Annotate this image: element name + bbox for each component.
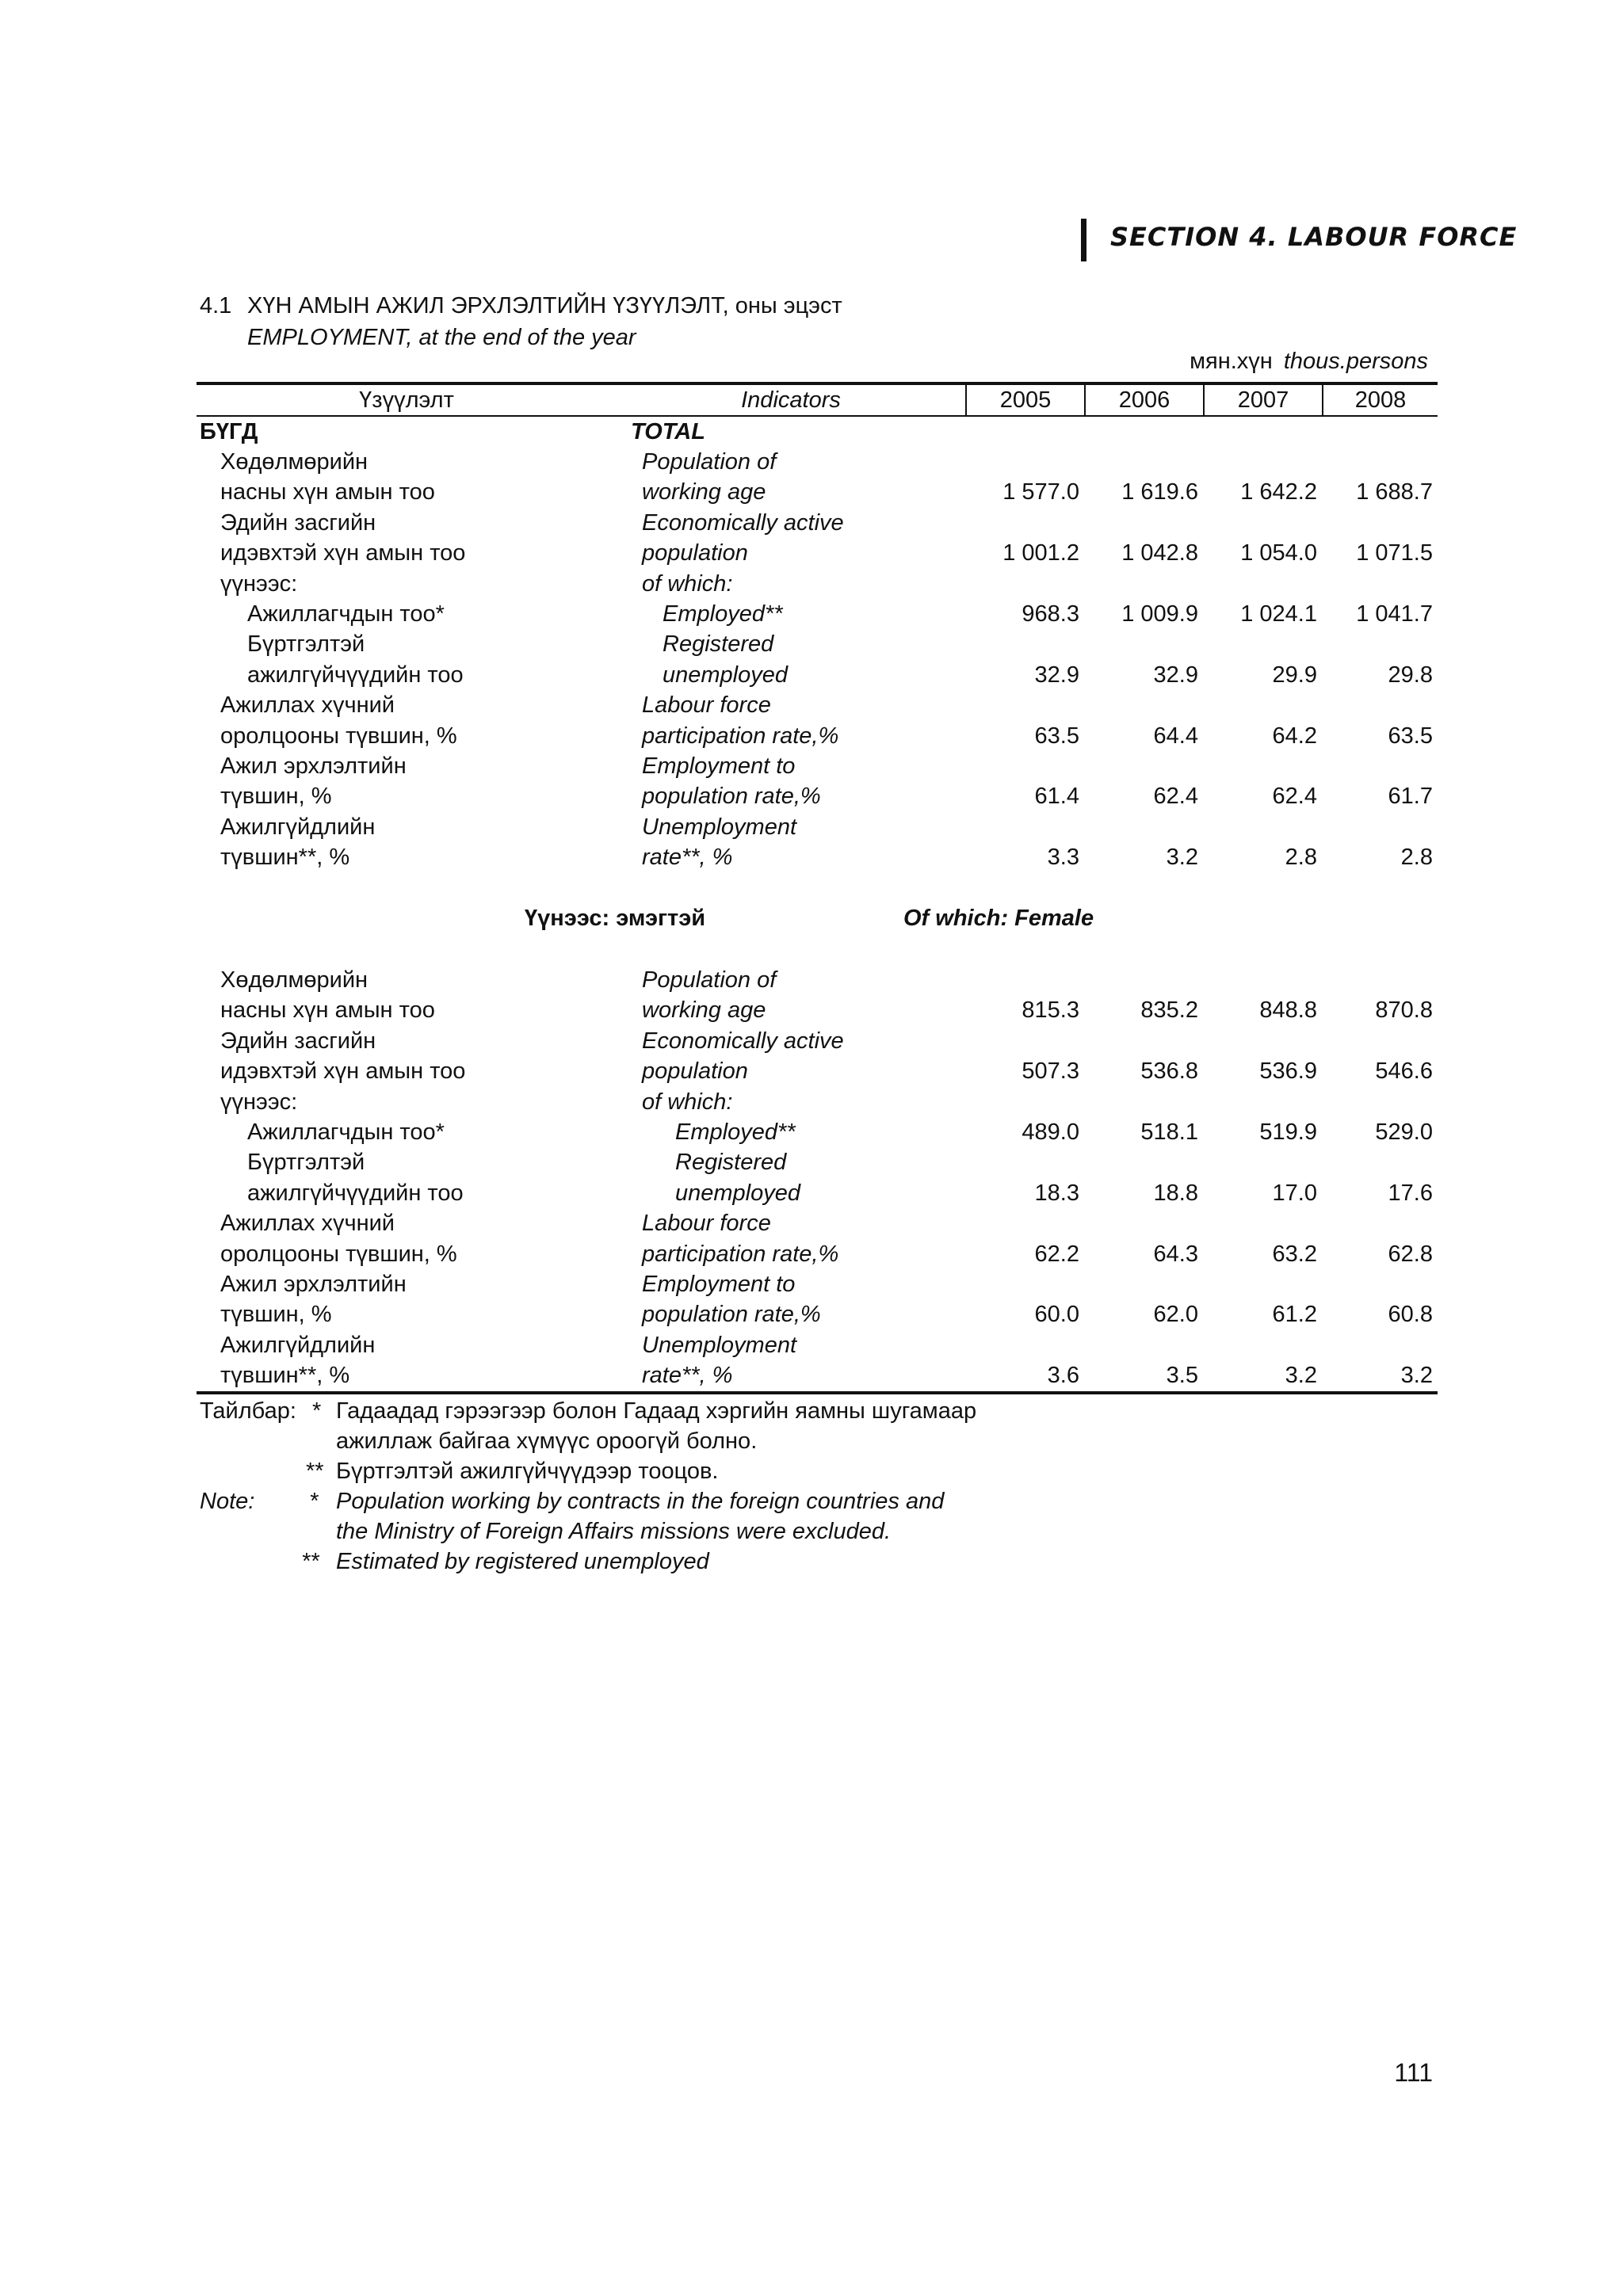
value-cell: 60.0 <box>1034 1302 1079 1328</box>
value-cell: 3.5 <box>1166 1363 1198 1389</box>
header-indicator-en: Indicators <box>741 387 841 413</box>
indicator-mn: Ажиллах хүчний <box>220 1211 395 1237</box>
value-cell: 1 024.1 <box>1240 601 1317 627</box>
indicator-mn: үүнээс: <box>220 570 298 597</box>
indicator-mn: Бүртгэлтэй <box>247 1150 365 1176</box>
indicator-en: Employment to <box>642 1272 796 1297</box>
value-cell: 3.2 <box>1166 845 1198 871</box>
value-cell: 1 041.7 <box>1356 601 1433 627</box>
indicator-en: rate**, % <box>642 845 733 871</box>
indicator-mn: оролцооны түвшин, % <box>220 723 457 749</box>
value-cell: 3.6 <box>1047 1363 1079 1389</box>
value-cell: 507.3 <box>1022 1058 1079 1085</box>
value-cell: 1 009.9 <box>1121 601 1198 627</box>
indicator-en: participation rate,% <box>642 1241 839 1267</box>
indicator-en: working age <box>642 997 766 1024</box>
indicator-mn: түвшин**, % <box>220 1363 350 1389</box>
indicator-en: of which: <box>642 570 733 597</box>
value-cell: 18.3 <box>1034 1180 1079 1206</box>
value-cell: 62.2 <box>1034 1241 1079 1267</box>
header-year-2008: 2008 <box>1354 387 1407 413</box>
value-cell: 519.9 <box>1259 1119 1317 1145</box>
indicator-mn: ажилгүйчүүдийн тоо <box>247 1180 464 1206</box>
value-cell: 1 577.0 <box>1002 479 1079 505</box>
value-cell: 815.3 <box>1022 997 1079 1024</box>
value-cell: 835.2 <box>1140 997 1198 1024</box>
indicator-mn: идэвхтэй хүн амын тоо <box>220 1058 466 1085</box>
indicator-en: of which: <box>642 1089 733 1115</box>
value-cell: 518.1 <box>1140 1119 1198 1145</box>
value-cell: 32.9 <box>1034 662 1079 688</box>
indicator-en: Unemployment <box>642 1332 797 1358</box>
indicator-en: Population of <box>642 967 777 993</box>
value-cell: 32.9 <box>1153 662 1198 688</box>
units-label <box>1190 349 1428 375</box>
value-cell: 1 042.8 <box>1121 540 1198 566</box>
indicator-en: Labour force <box>642 1211 771 1237</box>
value-cell: 63.5 <box>1388 723 1433 749</box>
indicator-en: rate**, % <box>642 1363 733 1389</box>
indicator-en: Employment to <box>642 753 796 779</box>
value-cell: 29.9 <box>1272 662 1317 688</box>
header-year-2005: 2005 <box>999 387 1052 413</box>
header-indicator-mn: Үзүүлэлт <box>359 387 454 413</box>
indicator-mn: Ажилгүйдлийн <box>220 1332 376 1358</box>
value-cell: 64.2 <box>1272 723 1317 749</box>
note-en-star: ** <box>301 1549 319 1574</box>
value-cell: 2.8 <box>1400 845 1433 871</box>
indicator-mn: түвшин, % <box>220 784 332 810</box>
indicator-mn: Хөдөлмөрийн <box>220 449 369 475</box>
female-label-mn: Үүнээс: эмэгтэй <box>525 906 706 931</box>
indicator-en: population <box>642 1058 748 1085</box>
value-cell: 968.3 <box>1022 601 1079 627</box>
value-cell: 489.0 <box>1022 1119 1079 1145</box>
value-cell: 61.2 <box>1272 1302 1317 1328</box>
total-label-mn: БҮГД <box>200 419 258 444</box>
indicator-mn: оролцооны түвшин, % <box>220 1241 457 1267</box>
indicator-mn: Ажиллах хүчний <box>220 692 395 719</box>
value-cell: 18.8 <box>1153 1180 1198 1206</box>
total-label-en: TOTAL <box>631 419 705 444</box>
indicator-en: population rate,% <box>642 1302 821 1328</box>
indicator-mn: Эдийн засгийн <box>220 509 376 536</box>
value-cell: 62.4 <box>1153 784 1198 810</box>
indicator-mn: Ажил эрхлэлтийн <box>220 753 407 779</box>
value-cell: 17.0 <box>1272 1180 1317 1206</box>
value-cell: 3.2 <box>1400 1363 1433 1389</box>
value-cell: 29.8 <box>1388 662 1433 688</box>
value-cell: 3.2 <box>1285 1363 1317 1389</box>
value-cell: 848.8 <box>1259 997 1317 1024</box>
note-mn-line: Бүртгэлтэй ажилгүйчүүдээр тооцов. <box>336 1459 719 1484</box>
units-en: thous.persons <box>1283 349 1428 374</box>
indicator-mn: насны хүн амын тоо <box>220 479 435 505</box>
indicator-en: population rate,% <box>642 784 821 810</box>
value-cell: 1 054.0 <box>1240 540 1317 566</box>
value-cell: 1 071.5 <box>1356 540 1433 566</box>
indicator-mn: Ажилгүйдлийн <box>220 814 376 840</box>
indicator-en: Employed** <box>675 1119 796 1145</box>
value-cell: 1 688.7 <box>1356 479 1433 505</box>
value-cell: 61.4 <box>1034 784 1079 810</box>
indicator-en: population <box>642 540 748 566</box>
note-en-star: * <box>309 1489 319 1514</box>
value-cell: 60.8 <box>1388 1302 1433 1328</box>
indicator-en: Population of <box>642 449 777 475</box>
indicator-en: Economically active <box>642 509 844 536</box>
header-bottom-rule <box>197 415 1438 417</box>
header-year-2006: 2006 <box>1118 387 1170 413</box>
indicator-mn: Ажил эрхлэлтийн <box>220 1272 407 1297</box>
value-cell: 64.4 <box>1153 723 1198 749</box>
value-cell: 61.7 <box>1388 784 1433 810</box>
indicator-en: Employed** <box>663 601 783 627</box>
section-title: SECTION 4. LABOUR FORCE <box>1110 222 1518 252</box>
indicator-mn: түвшин**, % <box>220 845 350 871</box>
header-year-2007: 2007 <box>1237 387 1289 413</box>
table-title-mn: ХҮН АМЫН АЖИЛ ЭРХЛЭЛТИЙН ҮЗҮҮЛЭЛТ, оны эцэст <box>247 293 842 318</box>
value-cell: 63.2 <box>1272 1241 1317 1267</box>
value-cell: 536.8 <box>1140 1058 1198 1085</box>
indicator-en: working age <box>642 479 766 505</box>
note-en-line: Estimated by registered unemployed <box>336 1549 709 1574</box>
page-number: 111 <box>1394 2058 1433 2087</box>
indicator-en: Registered <box>675 1150 787 1176</box>
value-cell: 1 619.6 <box>1121 479 1198 505</box>
female-label-en: Of which: Female <box>903 906 1094 931</box>
note-mn-star: ** <box>306 1459 324 1484</box>
indicator-en: Economically active <box>642 1028 844 1054</box>
value-cell: 64.3 <box>1153 1241 1198 1267</box>
value-cell: 546.6 <box>1375 1058 1433 1085</box>
indicator-mn: насны хүн амын тоо <box>220 997 435 1024</box>
units-mn: мян.хүн <box>1190 349 1273 374</box>
value-cell: 529.0 <box>1375 1119 1433 1145</box>
value-cell: 1 642.2 <box>1240 479 1317 505</box>
indicator-mn: Хөдөлмөрийн <box>220 967 369 993</box>
indicator-mn: Ажиллагчдын тоо* <box>247 601 445 627</box>
table-bottom-rule <box>197 1391 1438 1394</box>
indicator-en: unemployed <box>675 1180 800 1206</box>
value-cell: 870.8 <box>1375 997 1433 1024</box>
value-cell: 62.4 <box>1272 784 1317 810</box>
value-cell: 63.5 <box>1034 723 1079 749</box>
table-title <box>200 290 842 350</box>
indicator-mn: Ажиллагчдын тоо* <box>247 1119 445 1145</box>
note-mn-star: * <box>312 1398 322 1424</box>
note-mn-line: Гадаадад гэрээгээр болон Гадаад хэргийн яамны шугамаар <box>336 1398 977 1424</box>
indicator-mn: Эдийн засгийн <box>220 1028 376 1054</box>
note-en-line: the Ministry of Foreign Affairs missions were excluded. <box>336 1519 892 1544</box>
note-mn-line: ажиллаж байгаа хүмүүс ороогүй болно. <box>336 1428 758 1454</box>
value-cell: 2.8 <box>1285 845 1317 871</box>
indicator-en: participation rate,% <box>642 723 839 749</box>
value-cell: 3.3 <box>1047 845 1079 871</box>
indicator-en: Labour force <box>642 692 771 719</box>
indicator-en: unemployed <box>663 662 788 688</box>
value-cell: 62.0 <box>1153 1302 1198 1328</box>
indicator-mn: ажилгүйчүүдийн тоо <box>247 662 464 688</box>
value-cell: 1 001.2 <box>1002 540 1079 566</box>
section-bar <box>1081 219 1086 261</box>
note-en-label: Note: <box>200 1489 255 1514</box>
note-mn-label: Тайлбар: <box>200 1398 296 1424</box>
indicator-en: Unemployment <box>642 814 797 840</box>
note-en-line: Population working by contracts in the foreign countries and <box>336 1489 945 1514</box>
indicator-mn: үүнээс: <box>220 1089 298 1115</box>
value-cell: 536.9 <box>1259 1058 1317 1085</box>
indicator-mn: түвшин, % <box>220 1302 332 1328</box>
value-cell: 17.6 <box>1388 1180 1433 1206</box>
indicator-en: Registered <box>663 631 774 658</box>
indicator-mn: идэвхтэй хүн амын тоо <box>220 540 466 566</box>
value-cell: 62.8 <box>1388 1241 1433 1267</box>
table-title-en: EMPLOYMENT, at the end of the year <box>247 325 636 350</box>
indicator-mn: Бүртгэлтэй <box>247 631 365 658</box>
table-number: 4.1 <box>200 293 232 318</box>
